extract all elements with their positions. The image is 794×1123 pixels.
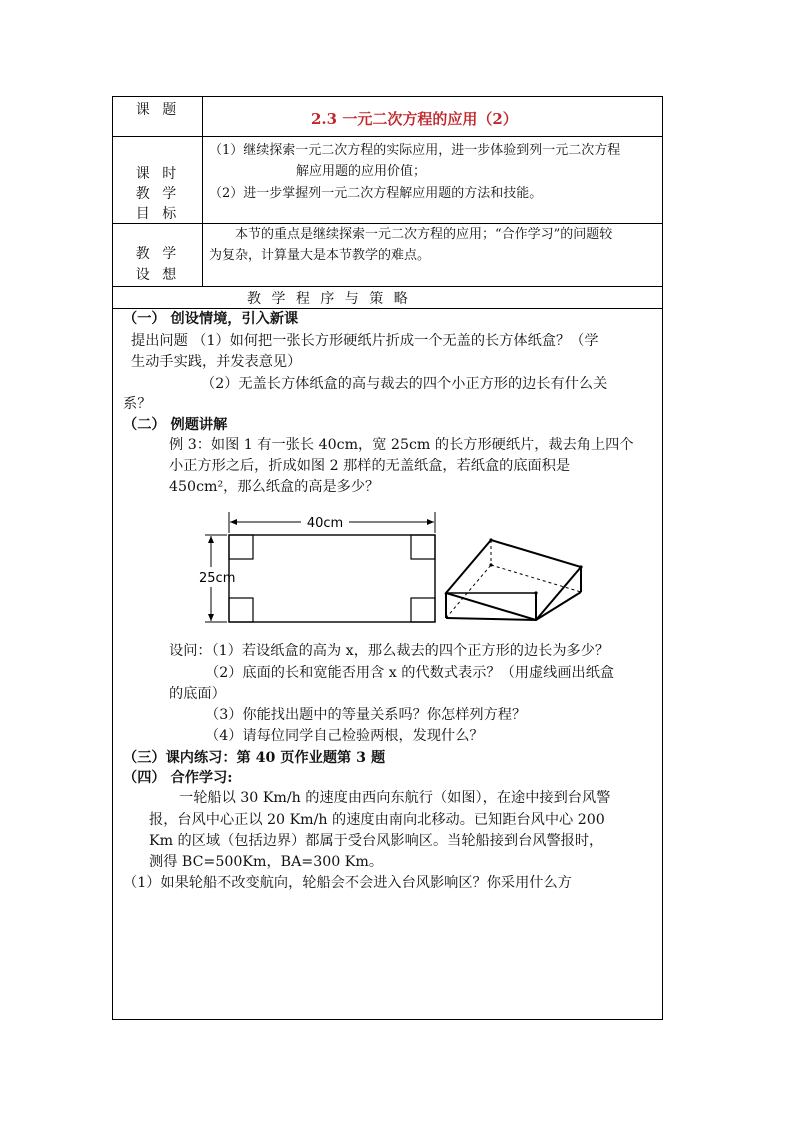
topic-label: 课 题 — [135, 102, 181, 118]
design-label: 教 学 — [135, 246, 181, 262]
example-line: 小正方形之后，折成如图 2 那样的无盖纸盒，若纸盒的底面积是 — [169, 458, 571, 474]
goal-line: （2）进一步掌握列一元二次方程解应用题的方法和技能。 — [209, 186, 543, 201]
design-line: 本节的重点是继续探索一元二次方程的应用；“合作学习”的问题较 — [235, 227, 613, 242]
question-line: 的底面） — [169, 686, 226, 702]
coop-line: 一轮船以 30 Km/h 的速度由西向东航行（如图），在途中接到台风警 — [179, 790, 611, 806]
length-label: 40cm — [306, 516, 344, 531]
sheet-figure — [199, 507, 439, 632]
row-divider — [113, 136, 662, 137]
procedure-title: 教 学 程 序 与 策 略 — [247, 291, 411, 307]
example-line: 450cm²，那么纸盒的高是多少？ — [169, 479, 380, 495]
section-title: （一） 创设情境，引入新课 — [123, 311, 299, 327]
design-line: 为复杂，计算量大是本节教学的难点。 — [209, 248, 431, 263]
coop-line: Km 的区域（包括边界）都属于受台风影响区。当轮船接到台风警报时， — [149, 833, 604, 849]
question-line: 设问：（1）若设纸盒的高为 x，那么裁去的四个正方形的边长为多少？ — [169, 643, 610, 659]
goal-label: 教 学 — [135, 186, 181, 202]
section-title: （四） 合作学习: — [123, 770, 233, 786]
box-figure — [443, 535, 588, 625]
question-line: （2）底面的长和宽能否用含 x 的代数式表示？（用虚线画出纸盒 — [205, 665, 615, 681]
coop-line: 报，台风中心正以 20 Km/h 的速度由南向北移动。已知距台风中心 200 — [149, 812, 605, 828]
page-title: 2.3 一元二次方程的应用（2） — [311, 110, 518, 128]
goal-label: 目 标 — [135, 206, 181, 222]
goal-label: 课 时 — [135, 166, 181, 182]
coop-line: 测得 BC=500Km，BA=300 Km。 — [149, 854, 384, 870]
lesson-plan-table — [112, 96, 663, 1020]
section-title: （三）课内练习：第 40 页作业题第 3 题 — [123, 750, 386, 766]
example-line: 例 3：如图 1 有一张长 40cm，宽 25cm 的长方形硬纸片，裁去角上四个 — [169, 437, 634, 453]
coop-line: （1）如果轮船不改变航向，轮船会不会进入台风影响区？你采用什么方 — [123, 875, 572, 891]
row-divider — [113, 286, 662, 287]
text-line: 提出问题 （1）如何把一张长方形硬纸片折成一个无盖的长方体纸盒？（学 — [131, 333, 599, 349]
section-title: （二） 例题讲解 — [123, 417, 228, 433]
text-line: （2）无盖长方体纸盒的高与裁去的四个小正方形的边长有什么关 — [201, 376, 608, 392]
text-line: 系？ — [123, 396, 152, 412]
text-line: 生动手实践，并发表意见） — [131, 354, 302, 370]
question-line: （4）请每位同学自己检验两根，发现什么？ — [205, 728, 484, 744]
width-label: 25cm — [199, 571, 236, 586]
goal-line: （1）继续探索一元二次方程的实际应用，进一步体验到列一元二次方程 — [209, 143, 621, 158]
design-label: 设 想 — [135, 267, 181, 283]
question-line: （3）你能找出题中的等量关系吗？你怎样列方程？ — [205, 707, 527, 723]
goal-line: 解应用题的应用价值； — [296, 164, 427, 179]
